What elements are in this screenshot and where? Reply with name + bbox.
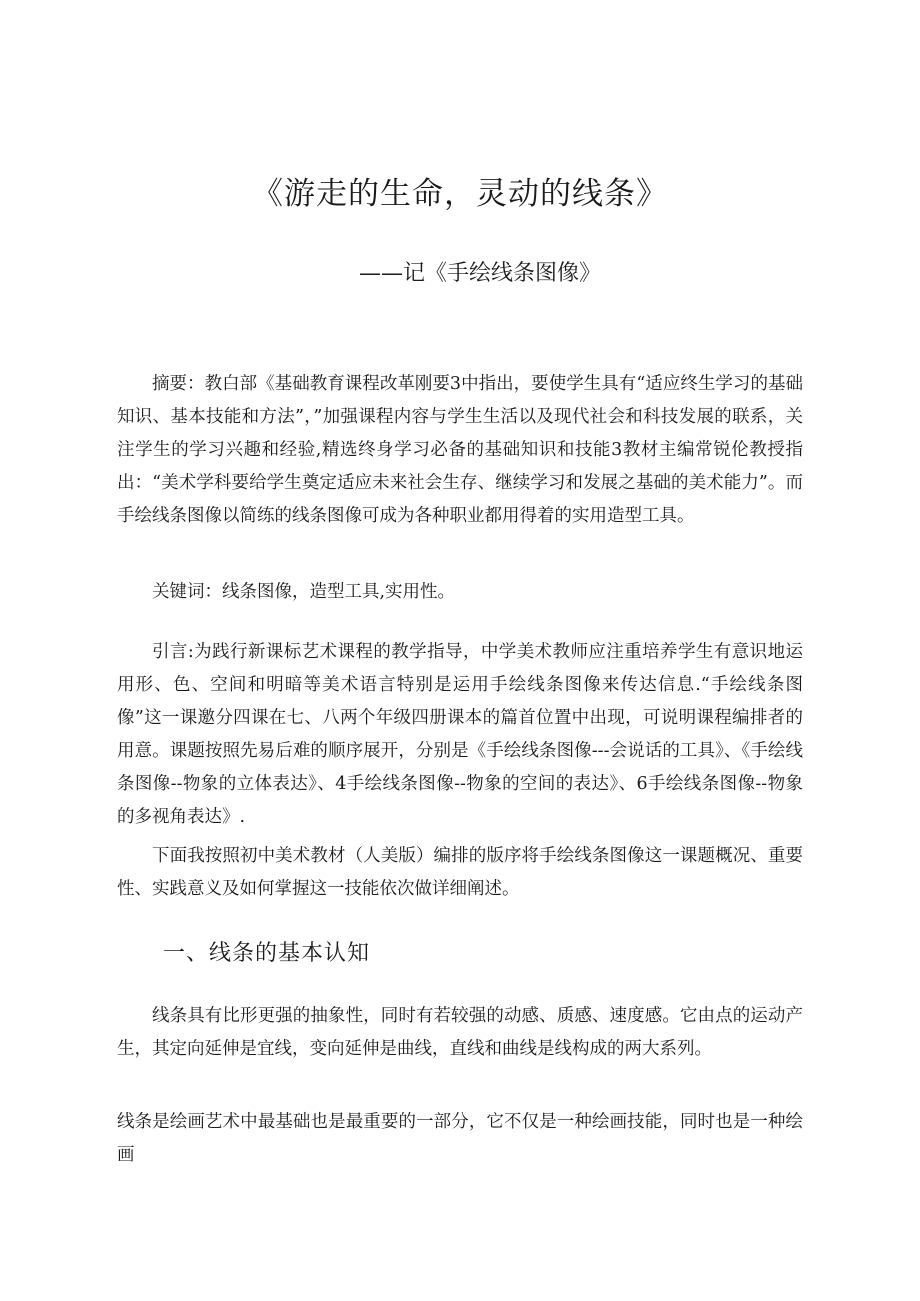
section-heading: 一、线条的基本认知 — [163, 941, 371, 966]
abstract-paragraph: 摘要：教白部《基础教育课程改革刚要3中指出，要使学生具有“适应终生学习的基础知识、基本技能和方法”，”加强课程内容与学生生活以及现代社会和科技发展的联系，关注学生的学习兴趣和经验,精选终身学习必备的基础知识和技能3教材主编常锐伦教授指出：“美术学科要给学生奠定适应未来社会生存、继续学习和发展之基础的美术能力”。而手绘线条图像以简练的线条图像可成为各种职业都用得着的实用造型工具。 — [117, 374, 803, 526]
intro-paragraph: 引言:为践行新课标艺术课程的教学指导，中学美术教师应注重培养学生有意识地运用形、色、空间和明暗等美术语言特别是运用手绘线条图像来传达信息.“手绘线条图像”这一课邀分四课在七、八两个年级四册课本的篇首位置中出现，可说明课程编排者的用意。课题按照先易后难的顺序展开，分别是《手绘线条图像---会说话的工具》、《手绘线条图像--物象的立体表达》、4手绘线条图像--物象的空间的表达》、6手绘线条图像--物象的多视角表达》. — [117, 642, 803, 827]
document-subtitle: ——记《手绘线条图像》 — [358, 261, 601, 286]
overview-paragraph: 下面我按照初中美术教材（人美版）编排的版序将手绘线条图像这一课题概况、重要性、实践意义及如何掌握这一技能依次做详细阐述。 — [117, 846, 803, 899]
section-paragraph-1: 线条具有比形更强的抽象性，同时有若较强的动感、质感、速度感。它由点的运动产生，其定向延伸是宜线，变向延伸是曲线，直线和曲线是线构成的两大系列。 — [117, 1006, 803, 1059]
keywords-paragraph: 关键词：线条图像，造型工具,实用性。 — [152, 582, 456, 602]
section-paragraph-2: 线条是绘画艺术中最基础也是最重要的一部分，它不仅是一种绘画技能，同时也是一种绘画 — [117, 1112, 803, 1165]
document-title: 《游走的生命，灵动的线条》 — [252, 176, 668, 212]
